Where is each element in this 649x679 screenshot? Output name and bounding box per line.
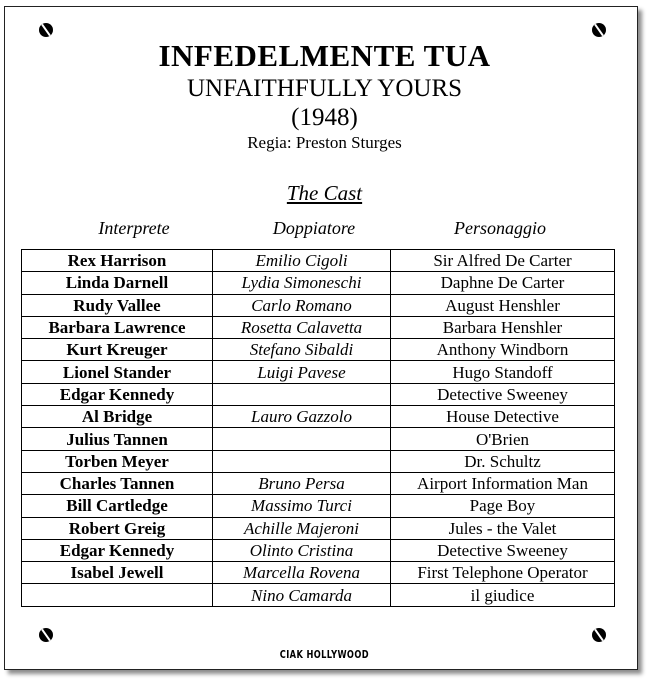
cast-heading: The Cast (286, 181, 363, 205)
dubber-cell (213, 450, 391, 472)
cast-table (21, 249, 615, 607)
table-row (22, 250, 615, 272)
actor-cell: Linda Darnell (22, 272, 213, 294)
table-row (22, 294, 615, 316)
actor-cell: Robert Greig (22, 517, 213, 539)
screw-icon (39, 23, 53, 37)
actor-cell: Kurt Kreuger (22, 339, 213, 361)
character-cell: il giudice (391, 584, 615, 606)
dubber-cell: Luigi Pavese (213, 361, 391, 383)
dubber-cell: Marcella Rovena (213, 562, 391, 584)
italian-title: INFEDELMENTE TUA (158, 38, 491, 73)
dubber-cell: Olinto Cristina (213, 539, 391, 561)
screw-icon (592, 628, 606, 642)
actor-cell: Isabel Jewell (22, 562, 213, 584)
dubber-cell: Stefano Sibaldi (213, 339, 391, 361)
character-cell: House Detective (391, 406, 615, 428)
dubber-cell: Achille Majeroni (213, 517, 391, 539)
character-cell: Barbara Henshler (391, 316, 615, 338)
ciak-hollywood-logo: CIAK HOLLYWOOD (279, 648, 369, 661)
character-cell: Sir Alfred De Carter (391, 250, 615, 272)
table-row (22, 272, 615, 294)
screw-icon (592, 23, 606, 37)
column-header-actor: Interprete (98, 218, 170, 238)
dubber-cell: Carlo Romano (213, 294, 391, 316)
table-row (22, 428, 615, 450)
column-header-character: Personaggio (454, 218, 546, 238)
table-row (22, 584, 615, 606)
table-row (22, 539, 615, 561)
actor-cell: Edgar Kennedy (22, 383, 213, 405)
dubber-cell (213, 428, 391, 450)
table-row (22, 406, 615, 428)
actor-cell: Edgar Kennedy (22, 539, 213, 561)
character-cell: Anthony Windborn (391, 339, 615, 361)
table-row (22, 472, 615, 494)
dubber-cell: Lydia Simoneschi (213, 272, 391, 294)
dubber-cell: Rosetta Calavetta (213, 316, 391, 338)
actor-cell: Barbara Lawrence (22, 316, 213, 338)
dubber-cell: Emilio Cigoli (213, 250, 391, 272)
screw-icon (39, 628, 53, 642)
table-row (22, 361, 615, 383)
dubber-cell: Lauro Gazzolo (213, 406, 391, 428)
character-cell: Dr. Schultz (391, 450, 615, 472)
dubber-cell (213, 383, 391, 405)
character-cell: First Telephone Operator (391, 562, 615, 584)
character-cell: August Henshler (391, 294, 615, 316)
table-row (22, 339, 615, 361)
table-row (22, 495, 615, 517)
character-cell: Detective Sweeney (391, 539, 615, 561)
character-cell: Hugo Standoff (391, 361, 615, 383)
actor-cell: Rex Harrison (22, 250, 213, 272)
director-credit: Regia: Preston Sturges (247, 133, 402, 152)
character-cell: O'Brien (391, 428, 615, 450)
table-row (22, 517, 615, 539)
english-title: UNFAITHFULLY YOURS (186, 75, 463, 102)
table-row (22, 450, 615, 472)
actor-cell: Lionel Stander (22, 361, 213, 383)
actor-cell: Al Bridge (22, 406, 213, 428)
dubber-cell: Nino Camarda (213, 584, 391, 606)
release-year: (1948) (291, 104, 358, 131)
character-cell: Airport Information Man (391, 472, 615, 494)
actor-cell: Rudy Vallee (22, 294, 213, 316)
table-row (22, 316, 615, 338)
character-cell: Jules - the Valet (391, 517, 615, 539)
actor-cell: Julius Tannen (22, 428, 213, 450)
character-cell: Page Boy (391, 495, 615, 517)
character-cell: Daphne De Carter (391, 272, 615, 294)
actor-cell: Bill Cartledge (22, 495, 213, 517)
table-row (22, 383, 615, 405)
dubber-cell: Massimo Turci (213, 495, 391, 517)
actor-cell: Charles Tannen (22, 472, 213, 494)
actor-cell (22, 584, 213, 606)
column-header-dubber: Doppiatore (272, 218, 356, 238)
character-cell: Detective Sweeney (391, 383, 615, 405)
actor-cell: Torben Meyer (22, 450, 213, 472)
table-row (22, 562, 615, 584)
dubber-cell: Bruno Persa (213, 472, 391, 494)
